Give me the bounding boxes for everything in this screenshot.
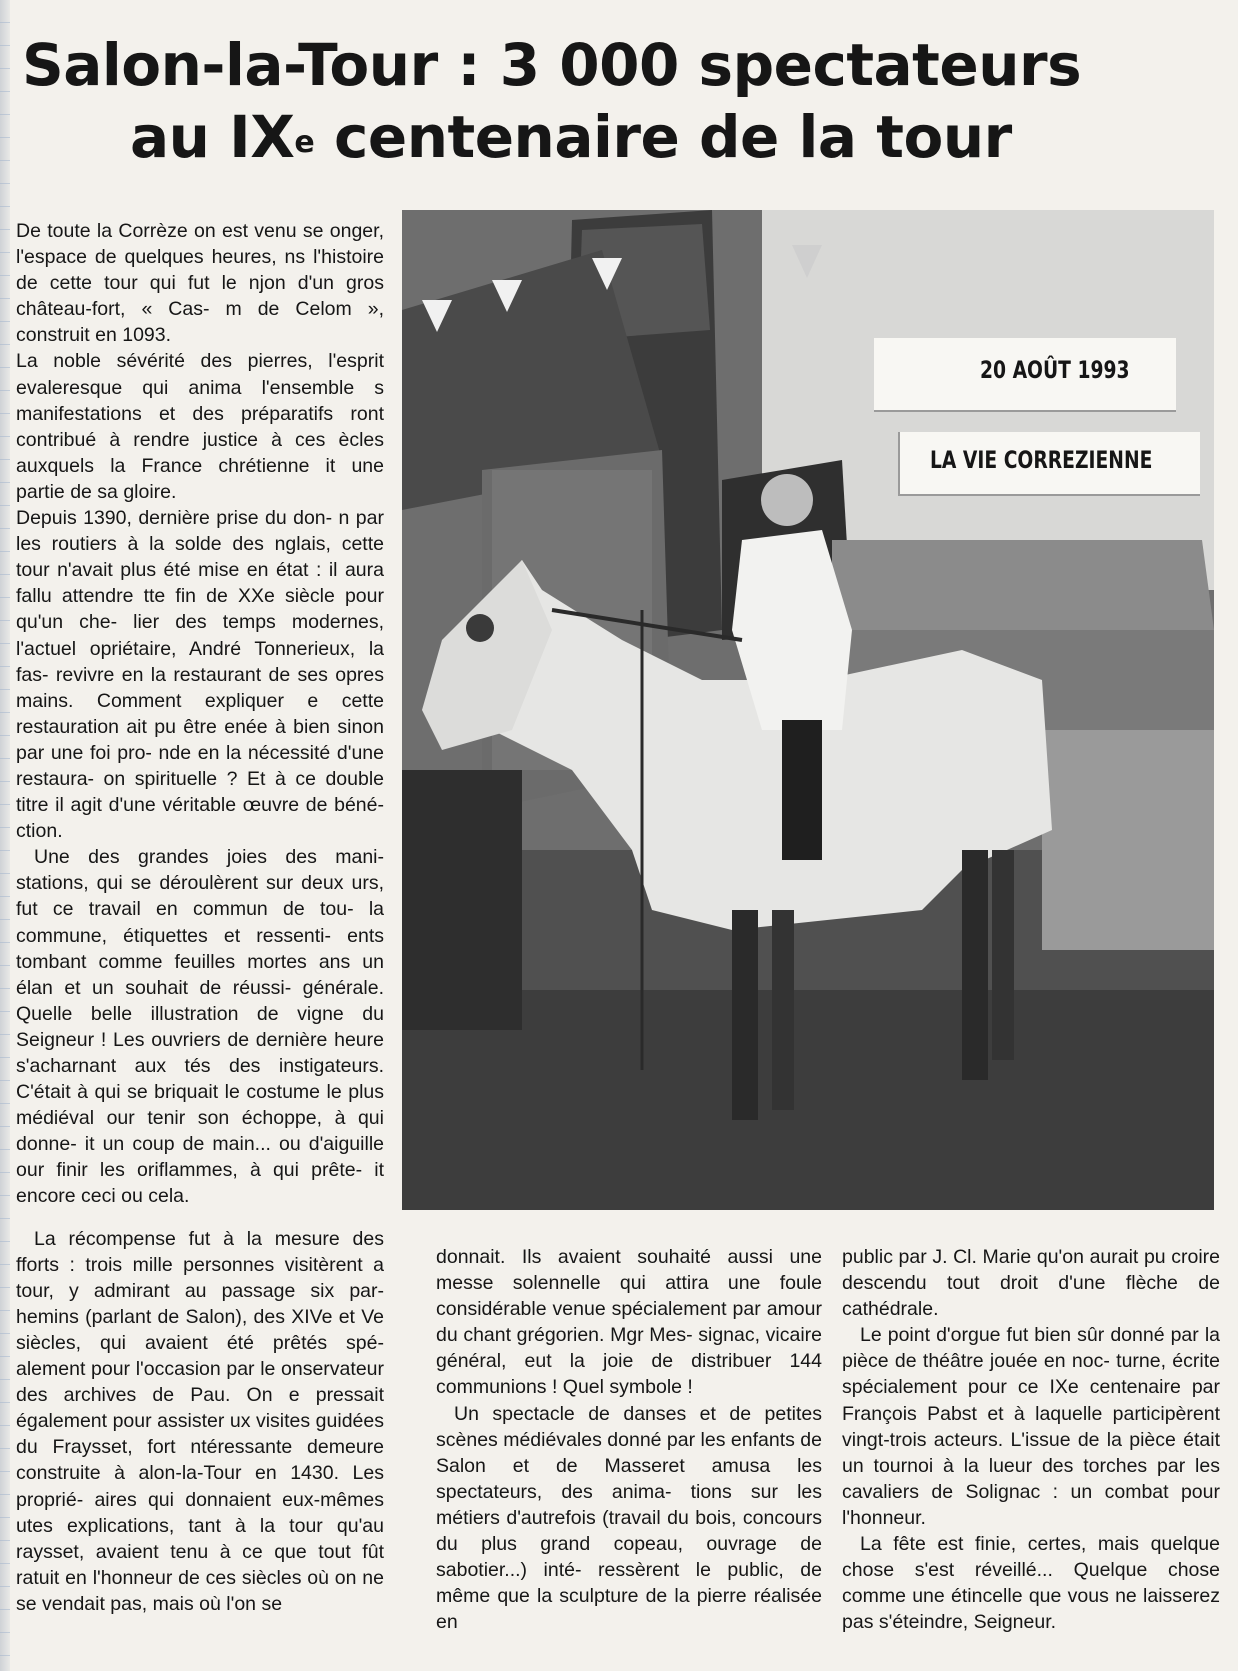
source-text: LA VIE CORREZIENNE	[930, 446, 1153, 474]
source-stamp	[898, 432, 1200, 496]
paragraph: Le point d'orgue fut bien sûr donné par la pièce de théâtre jouée en noc- turne, écrite spécialement pour ce IXe centenaire par François Pabst et à laquelle participèrent vingt-trois acteurs. L'issue de la pièce était un tournoi à la lueur des torches par les cavaliers de Solignac : un combat pour l'honneur.	[842, 1324, 1220, 1529]
paragraph: La fête est finie, certes, mais quelque chose s'est réveillé... Quelque chose comme une étincelle que vous ne laisserez pas s'éteindre, Seigneur.	[842, 1533, 1220, 1634]
paragraph: donnait. Ils avaient souhaité aussi une messe solennelle qui attira une foule considérable venue spécialement par amour du chant grégorien. Mgr Mes- signac, vicaire général, eut la joie de distribuer 144 communions ! Quel symbole !	[436, 1246, 822, 1399]
paragraph: Un spectacle de danses et de petites scènes médiévales donné par les enfants de Salon et de Masseret amusa les spectateurs, des anima- tions sur les métiers d'autrefois (travail du bois, concours du plus grand copeau, ouvrage de sabotier...) inté- ressèrent le public, de même que la sculpture de la pierre réalisée en	[436, 1402, 822, 1634]
paragraph: Une des grandes joies des mani- stations, qui se déroulèrent sur deux urs, fut ce travail en commun de tou- la commune, étiquettes et ressenti- ents tombant comme feuilles mortes ans un élan et un souhait de réussi- générale. Quelle belle illustration de vigne du Seigneur ! Les ouvriers de dernière heure s'acharnant aux tés des instigateurs. C'était à qui se briquait le costume le plus médiéval our tenir son échoppe, à qui donne- it un coup de main... ou d'aiguille our finir les oriflammes, à qui prête- it encore ceci ou cela.	[16, 846, 384, 1208]
paragraph: public par J. Cl. Marie qu'on aurait pu croire descendu tout droit d'une flèche de cathédrale.	[842, 1246, 1220, 1321]
ruled-margin	[0, 0, 10, 1671]
article-column-2	[436, 1244, 822, 1635]
headline-line-1: Salon-la-Tour : 3 000 spectateurs	[22, 31, 1082, 99]
headline-line-2	[130, 102, 1012, 172]
paragraph: Depuis 1390, dernière prise du don- n par les routiers à la solde des nglais, cette tour n'avait plus été mise en état : il aura fallu attendre tte fin de XXe siècle pour qu'un che- lier des temps modernes, l'actuel opriétaire, André Tonnerieux, la fas- revivre en la restaurant de ses opres mains. Comment expliquer e cette restauration ait pu être enée à bien sinon par une foi pro- nde en la nécessité d'une restaura- on spirituelle ? Et à ce double titre il agit d'une véritable œuvre de béné- ction.	[16, 507, 384, 843]
article-column-1	[16, 218, 384, 1617]
article-column-3	[842, 1244, 1220, 1635]
paragraph: La récompense fut à la mesure des fforts : trois mille personnes visitèrent a tour, y admirant au passage six par- hemins (parlant de Salon), des XIVe et Ve siècles, qui avaient été prêtés spé- alement pour l'occasion par le onservateur des archives de Pau. On e pressait également pour assister ux visites guidées du Fraysset, fort ntéressante demeure construite à alon-la-Tour en 1430. Les proprié- aires qui donnaient eux-mêmes utes explications, tant à la tour qu'au raysset, avaient tenu à ce que tout fût ratuit en l'honneur de ces siècles où on ne se vendait pas, mais où l'on se	[16, 1227, 384, 1615]
date-text: 20 AOÛT 1993	[980, 356, 1130, 384]
headline-superscript: e	[294, 125, 315, 160]
headline-line-2-pre: au IX	[130, 103, 295, 171]
date-stamp	[874, 338, 1176, 412]
paragraph: La noble sévérité des pierres, l'esprit evaleresque qui anima l'ensemble s manifestations et des préparatifs ront contribué à rendre justice à ces ècles auxquels la France chrétienne it une partie de sa gloire.	[16, 350, 384, 503]
headline-line-2-post: centenaire de la tour	[314, 103, 1012, 171]
paragraph: De toute la Corrèze on est venu se onger, l'espace de quelques heures, ns l'histoire de cette tour qui fut le njon d'un gros château-fort, « Cas- m de Celom », construit en 1093.	[16, 220, 384, 347]
